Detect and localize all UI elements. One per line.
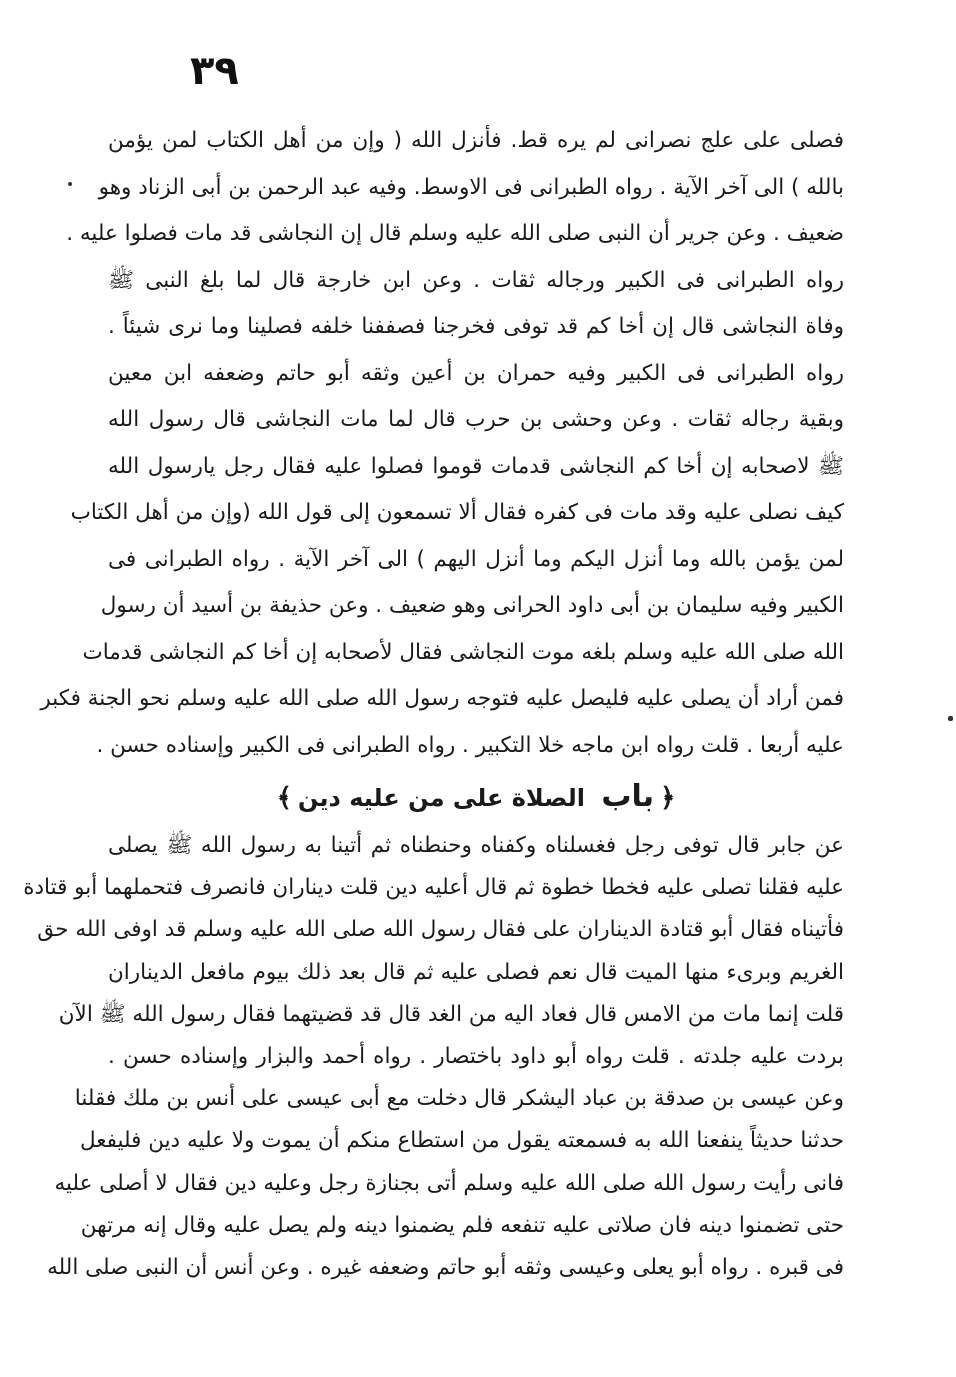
text-line: كيف نصلى عليه وقد مات فى كفره فقال ألا تسمعون إلى قول الله (وإن من أهل الكتاب — [70, 500, 844, 525]
scan-speck — [68, 182, 72, 186]
text-line: وعن عيسى بن صدقة بن عباد اليشكر قال دخلت مع أبى عيسى على أنس بن ملك فقلنا — [74, 1086, 844, 1112]
text-line: وبقية رجاله ثقات . وعن وحشى بن حرب قال لما مات النجاشى قال رسول الله — [108, 407, 844, 432]
text-line: فصلى على علج نصرانى لم يره قط. فأنزل الله ( وإن من أهل الكتاب لمن يؤمن — [108, 128, 844, 153]
scan-speck — [948, 716, 953, 721]
text-line: بالله ) الى آخر الآية . رواه الطبرانى فى الاوسط. وفيه عبد الرحمن بن أبى الزناد وهو — [98, 174, 844, 200]
section-funeral-prayer-absent — [40, 118, 844, 769]
heading-bab: باب — [601, 779, 655, 814]
text-line: الغريم وبرىء منها الميت قال نعم فصلى عليه ثم قال بعد ذلك بيوم مافعل الديناران — [108, 959, 844, 985]
text-line: فأتيناه فقال أبو قتادة الديناران على فقال رسول الله صلى الله عليه وسلم قد اوفى الله حق — [37, 917, 844, 943]
text-line: الله صلى الله عليه وسلم بلغه موت النجاشى فقال لأصحابه إن أخا كم النجاشى قدمات — [82, 639, 844, 665]
text-line: لمن يؤمن بالله وما أنزل اليكم وما أنزل اليهم ) الى آخر الآية . رواه الطبرانى فى — [108, 546, 844, 572]
heading-close-bracket: ﴾ — [276, 783, 292, 813]
heading-title: الصلاة على من عليه دين — [297, 784, 586, 812]
text-line: عليه أربعا . قلت رواه ابن ماجه خلا التكبير . رواه الطبرانى فى الكبير وإسناده حسن . — [96, 732, 844, 758]
text-line: رواه الطبرانى فى الكبير وفيه حمران بن أعين وثقه أبو حاتم وضعفه ابن معين — [108, 360, 844, 386]
text-line: رواه الطبرانى فى الكبير ورجاله ثقات . وعن ابن خارجة قال لما بلغ النبى ﷺ — [108, 267, 844, 293]
text-line: ضعيف . وعن جرير أن النبى صلى الله عليه وسلم قال إن النجاشى قد مات فصلوا عليه . — [66, 221, 844, 246]
text-line: قلت إنما مات من الامس قال فعاد اليه من الغد قال قد قضيتهما فقال رسول الله ﷺ الآن — [58, 1001, 844, 1027]
text-line: بردت عليه جلدته . قلت رواه أبو داود باختصار . رواه أحمد والبزار وإسناده حسن . — [108, 1043, 844, 1069]
text-line: عليه فقلنا تصلى عليه فخطا خطوة ثم قال أعليه دين قلت ديناران فانصرف فتحملهما أبو قتادة — [23, 875, 844, 901]
text-line: حدثنا حديثاً ينفعنا الله به فسمعته يقول من استطاع منكم أن يموت ولا عليه دين فليفعل — [79, 1128, 844, 1154]
text-line: عن جابر قال توفى رجل فغسلناه وكفناه وحنطناه ثم أتينا به رسول الله ﷺ يصلى — [108, 833, 844, 858]
page-number: ٣٩ — [190, 48, 239, 94]
text-line: الكبير وفيه سليمان بن أبى داود الحرانى وهو ضعيف . وعن حذيفة بن أسيد أن رسول — [100, 593, 844, 618]
section-prayer-over-debtor — [23, 825, 844, 1289]
chapter-heading-row — [108, 769, 844, 825]
text-line: وفاة النجاشى قال إن أخا كم قد توفى فخرجنا فصففنا خلفه فصلينا وما نرى شيئاً . — [108, 314, 844, 339]
chapter-heading — [271, 769, 682, 826]
body-text — [23, 118, 844, 1289]
text-line: ﷺ لاصحابه إن أخا كم النجاشى قدمات قوموا فصلوا عليه فقال رجل يارسول الله — [108, 453, 844, 479]
text-line: فى قبره . رواه أبو يعلى وعيسى وثقه أبو حاتم وضعفه غيره . وعن أنس أن النبى صلى الله — [47, 1254, 844, 1280]
text-line: فانى رأيت رسول الله صلى الله عليه وسلم أتى بجنازة رجل وعليه دين فقال لا أصلى عليه — [54, 1170, 844, 1196]
text-line: حتى تضمنوا دينه فان صلاتى عليه تنفعه فلم يضمنوا دينه ولم يصل عليه وقال إنه مرتهن — [80, 1212, 844, 1238]
heading-open-bracket: ﴿ — [660, 783, 676, 813]
text-line: فمن أراد أن يصلى عليه فليصل عليه فتوجه رسول الله صلى الله عليه وسلم نحو الجنة فكبر — [40, 686, 844, 711]
